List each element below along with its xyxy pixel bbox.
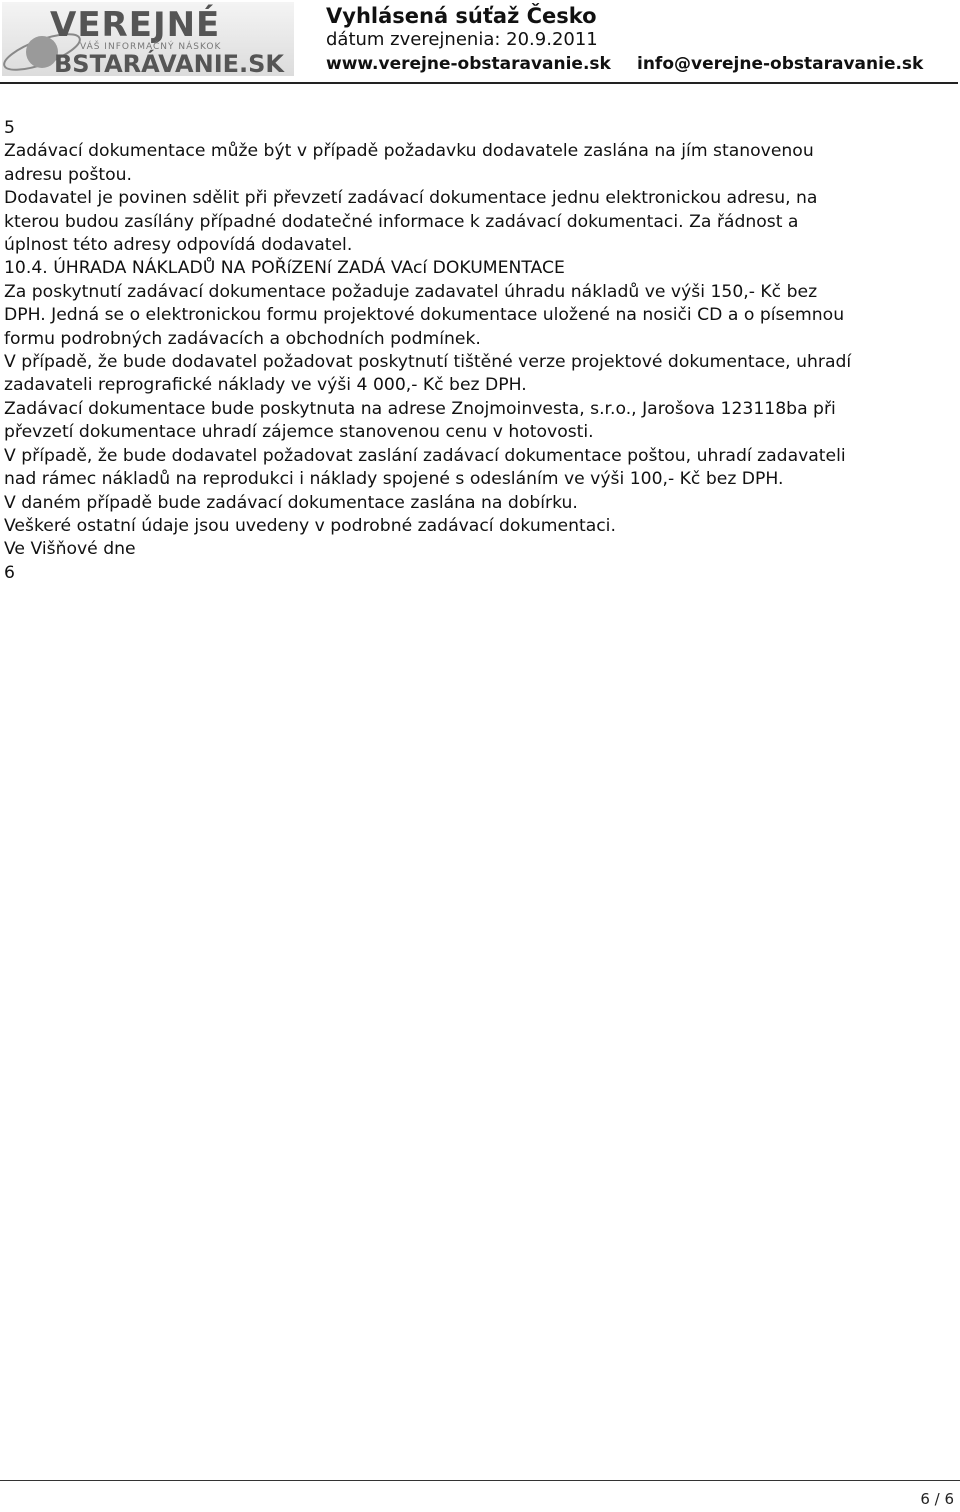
logo-main-text: VEREJNÉ <box>50 5 221 45</box>
email-link[interactable]: info@verejne-obstaravanie.sk <box>637 54 924 74</box>
text-line: Veškeré ostatní údaje jsou uvedeny v podrobné zadávací dokumentaci. <box>4 515 616 536</box>
text-line: převzetí dokumentace uhradí zájemce stanovenou cenu v hotovosti. <box>4 422 594 443</box>
page-header <box>0 0 960 84</box>
text-line: nad rámec nákladů na reprodukci i náklady spojené s odesláním ve výši 100,- Kč bez DPH. <box>4 469 784 490</box>
section-heading: 10.4. ÚHRADA NÁKLADŮ NA POŘíZENí ZADÁ VAcí DOKUMENTACE <box>4 258 565 279</box>
page-number: 6 / 6 <box>920 1490 954 1508</box>
text-line: V případě, že bude dodavatel požadovat poskytnutí tištěné verze projektové dokumentace, uhradí <box>4 352 852 373</box>
text-line: 6 <box>4 562 15 583</box>
logo-tagline: VÁŠ INFORMAČNÝ NÁSKOK <box>80 42 222 52</box>
header-divider <box>0 82 958 84</box>
header-contacts <box>326 52 956 76</box>
text-line: 5 <box>4 118 15 138</box>
text-line: Zadávací dokumentace může být v případě požadavku dodavatele zaslána na jím stanovenou <box>4 141 814 162</box>
header-info <box>326 4 956 76</box>
text-line: zadavateli reprografické náklady ve výši 4 000,- Kč bez DPH. <box>4 375 527 396</box>
publication-date: dátum zverejnenia: 20.9.2011 <box>326 29 598 50</box>
text-line: Zadávací dokumentace bude poskytnuta na adrese Znojmoinvesta, s.r.o., Jarošova 123118ba při <box>4 398 836 419</box>
footer-divider <box>0 1480 960 1481</box>
text-line: úplnost této adresy odpovídá dodavatel. <box>4 235 353 256</box>
text-line: adresu poštou. <box>4 164 133 185</box>
text-line: Dodavatel je povinen sdělit při převzetí zadávací dokumentace jednu elektronickou adresu, na <box>4 188 818 209</box>
verejne-obstaravanie-logo[interactable] <box>2 2 294 76</box>
logo-bottom-text: BSTARÁVANIE.SK <box>54 50 285 76</box>
logo-graphic <box>2 2 294 76</box>
document-body <box>4 117 944 585</box>
text-line: kterou budou zasílány případné dodatečné informace k zadávací dokumentaci. Za řádnost a <box>4 211 799 232</box>
text-line: V případě, že bude dodavatel požadovat zaslání zadávací dokumentace poštou, uhradí zadavateli <box>4 445 846 466</box>
text-line: Ve Višňové dne <box>4 539 136 560</box>
text-line: Za poskytnutí zadávací dokumentace požaduje zadavatel úhradu nákladů ve výši 150,- Kč bez <box>4 281 818 302</box>
website-link[interactable]: www.verejne-obstaravanie.sk <box>326 54 611 74</box>
notice-title: Vyhlásená súťaž Česko <box>326 4 597 28</box>
text-line: DPH. Jedná se o elektronickou formu projektové dokumentace uložené na nosiči CD a o písemnou <box>4 305 845 326</box>
text-line: formu podrobných zadávacích a obchodních podmínek. <box>4 328 481 349</box>
text-line: V daném případě bude zadávací dokumentace zaslána na dobírku. <box>4 492 578 513</box>
